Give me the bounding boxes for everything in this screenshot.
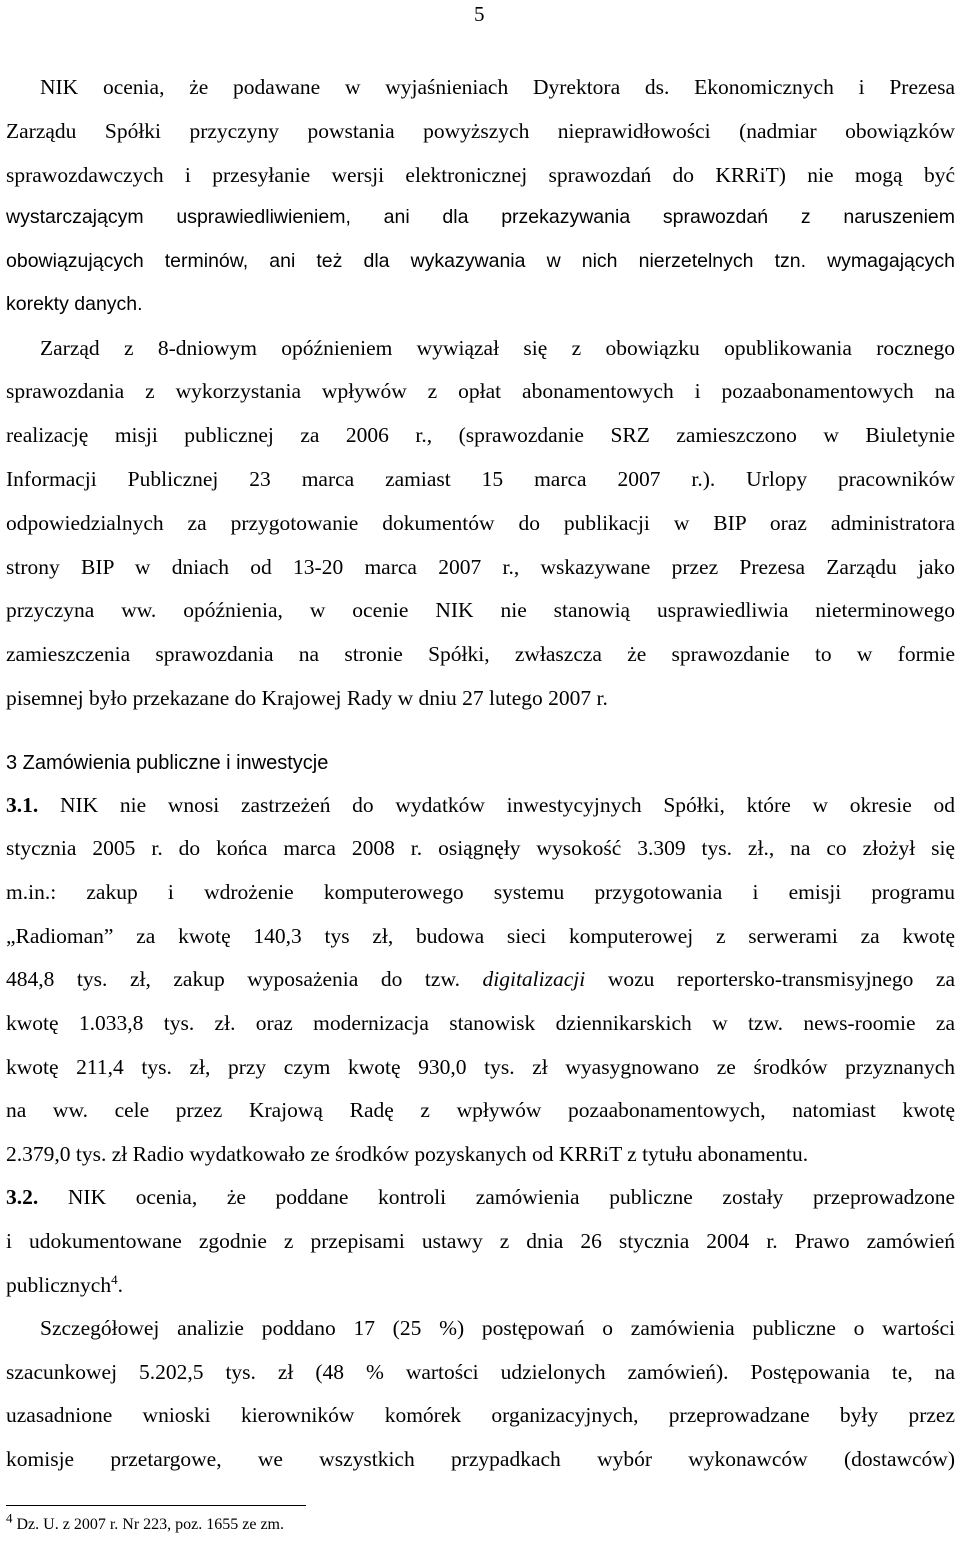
section-3-2-line-2: i udokumentowane zgodnie z przepisami ustawy z dnia 26 stycznia 2004 r. Prawo zamówień xyxy=(6,1229,955,1253)
para1-line-4: wystarczającym usprawiedliwieniem, ani dla przekazywania sprawozdań z naruszeniem xyxy=(6,206,955,228)
analysis-line-1: Szczegółowej analizie poddano 17 (25 %) postępowań o zamówienia publiczne o wartości xyxy=(40,1316,955,1340)
section-3-1-line-8: na ww. cele przez Krajową Radę z wpływów pozaabonamentowych, natomiast kwotę xyxy=(6,1098,955,1122)
section-3-2-line-1-text: NIK ocenia, że poddane kontroli zamówienia publiczne zostały przeprowadzone xyxy=(67,1185,956,1209)
section-3-1-line-2: stycznia 2005 r. do końca marca 2008 r. osiągnęły wysokość 3.309 tys. zł., na co złożył się xyxy=(6,836,955,860)
section-3-1-line-5b: wozu reportersko-transmisyjnego za xyxy=(607,967,956,991)
para1-line-5: obowiązujących terminów, ani też dla wykazywania w nich nierzetelnych tzn. wymagających xyxy=(6,250,955,272)
section-3-1-line-7: kwotę 211,4 tys. zł, przy czym kwotę 930,0 tys. zł wyasygnowano ze środków przyznanych xyxy=(6,1055,955,1079)
page-number: 5 xyxy=(474,2,485,26)
section-heading: 3 Zamówienia publiczne i inwestycje xyxy=(6,752,329,774)
section-3-1-line-6: kwotę 1.033,8 tys. zł. oraz modernizacja stanowisk dziennikarskich w tzw. news-roomie za xyxy=(6,1011,955,1035)
analysis-line-4: komisje przetargowe, we wszystkich przypadkach wybór wykonawców (dostawców) xyxy=(6,1447,955,1471)
analysis-line-2: szacunkowej 5.202,5 tys. zł (48 % wartości udzielonych zamówień). Postępowania te, na xyxy=(6,1360,955,1384)
section-3-1-line-4: „Radioman” za kwotę 140,3 tys zł, budowa sieci komputerowej z serwerami za kwotę xyxy=(6,924,955,948)
para1-line-2: Zarządu Spółki przyczyny powstania powyższych nieprawidłowości (nadmiar obowiązków xyxy=(6,119,955,143)
italic-term: digitalizacji xyxy=(482,967,586,991)
section-3-1-line-1 xyxy=(6,790,955,820)
para2-line-5: odpowiedzialnych za przygotowanie dokumentów do publikacji w BIP oraz administratora xyxy=(6,511,955,535)
footnote-number: 4 xyxy=(6,1510,13,1526)
section-3-1-line-5a: 484,8 tys. zł, zakup wyposażenia do tzw. xyxy=(6,967,460,991)
para1-line-6: korekty danych. xyxy=(6,293,143,315)
section-3-2-line-3-text: publicznych xyxy=(6,1273,112,1297)
para2-line-9: pisemnej było przekazane do Krajowej Rady w dniu 27 lutego 2007 r. xyxy=(6,686,608,710)
para2-line-2: sprawozdania z wykorzystania wpływów z opłat abonamentowych i pozaabonamentowych na xyxy=(6,379,955,403)
section-3-2-line-3-end: . xyxy=(117,1273,123,1297)
para2-line-3: realizację misji publicznej za 2006 r., (sprawozdanie SRZ zamieszczono w Biuletynie xyxy=(6,423,955,447)
para2-line-4: Informacji Publicznej 23 marca zamiast 15 marca 2007 r.). Urlopy pracowników xyxy=(6,467,955,491)
para2-line-1: Zarząd z 8-dniowym opóźnieniem wywiązał się z obowiązku opublikowania rocznego xyxy=(40,336,955,360)
footnote xyxy=(6,1510,284,1536)
section-3-1-number: 3.1. xyxy=(6,793,39,817)
section-3-1-line-5 xyxy=(6,964,955,994)
para1-line-3: sprawozdawczych i przesyłanie wersji elektronicznej sprawozdań do KRRiT) nie mogą być xyxy=(6,163,955,187)
para2-line-6: strony BIP w dniach od 13-20 marca 2007 r., wskazywane przez Prezesa Zarządu jako xyxy=(6,555,955,579)
section-3-2-number: 3.2. xyxy=(6,1185,39,1209)
para1-line-1: NIK ocenia, że podawane w wyjaśnieniach Dyrektora ds. Ekonomicznych i Prezesa xyxy=(40,75,955,99)
analysis-line-3: uzasadnione wnioski kierowników komórek organizacyjnych, przeprowadzane były przez xyxy=(6,1403,955,1427)
section-3-1-line-3: m.in.: zakup i wdrożenie komputerowego systemu przygotowania i emisji programu xyxy=(6,880,955,904)
footnote-text: Dz. U. z 2007 r. Nr 223, poz. 1655 ze zm. xyxy=(12,1516,284,1533)
section-3-1-line-1-text: NIK nie wnosi zastrzeżeń do wydatków inwestycyjnych Spółki, które w okresie od xyxy=(59,793,955,817)
para2-line-8: zamieszczenia sprawozdania na stronie Spółki, zwłaszcza że sprawozdanie to w formie xyxy=(6,642,955,666)
section-3-2-line-1 xyxy=(6,1182,955,1212)
footnote-ref[interactable]: 4 xyxy=(111,1271,118,1287)
section-3-1-line-9: 2.379,0 tys. zł Radio wydatkowało ze środków pozyskanych od KRRiT z tytułu abonamentu. xyxy=(6,1142,809,1166)
section-3-2-line-3 xyxy=(6,1270,955,1300)
footnote-separator xyxy=(6,1505,306,1506)
para2-line-7: przyczyna ww. opóźnienia, w ocenie NIK nie stanowią usprawiedliwia nieterminowego xyxy=(6,598,955,622)
